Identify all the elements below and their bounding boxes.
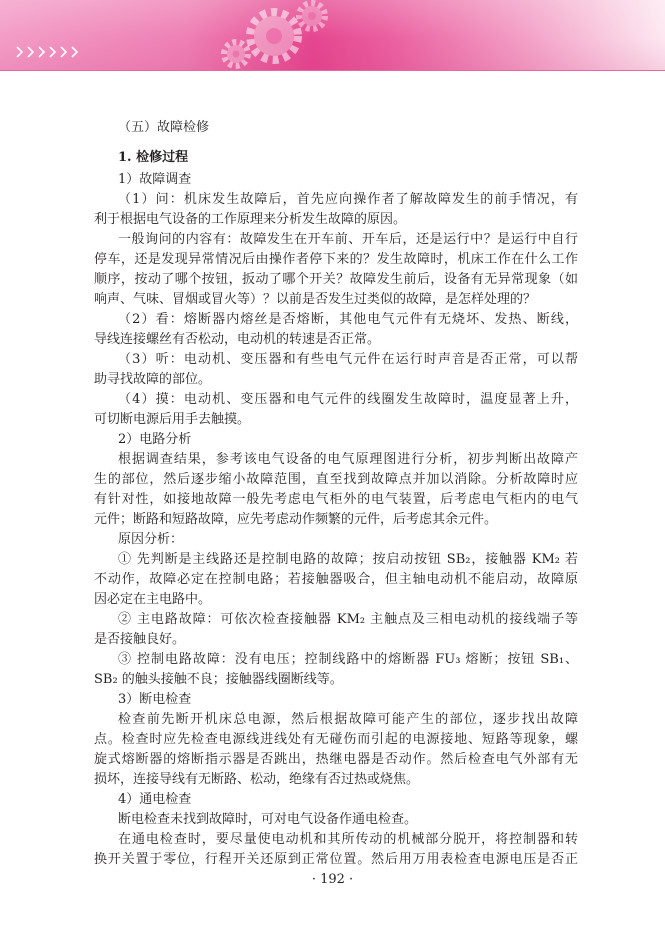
chevron-right-icon: [16, 45, 86, 59]
paragraph-line: 一般询问的内容有：故障发生在开车前、开车后，还是运行中？是运行中自行: [118, 232, 578, 247]
paragraph-line: ① 先判断是主线路还是控制电路的故障；按启动按钮 SB₂，接触器 KM₂ 若: [118, 552, 578, 567]
paragraph-line: （2）看：熔断器内熔丝是否熔断，其他电气元件有无烧坏、发热、断线，: [118, 312, 578, 327]
paragraph-line: ② 主电路故障：可依次检查接触器 KM₂ 主触点及三相电动机的接线端子等: [118, 612, 578, 627]
page-body: [94, 118, 578, 870]
paragraph-line: SB₂ 的触头接触不良；接触器线圈断线等。: [94, 672, 343, 687]
paragraph-line: 可切断电源后用手去触摸。: [94, 412, 251, 427]
paragraph-line: 换开关置于零位，行程开关还原到正常位置。然后用万用表检查电源电压是否正: [94, 852, 578, 867]
header-banner: [0, 0, 665, 71]
paragraph-line: 顺序，按动了哪个按钮，扳动了哪个开关？故障发生前后，设备有无异常现象（如: [94, 272, 578, 287]
paragraph-line: 点。检查时应先检查电源线进线处有无碰伤而引起的电源接地、短路等现象，螺: [94, 732, 578, 747]
paragraph-line: 停车，还是发现异常情况后由操作者停下来的？发生故障时，机床工作在什么工作: [94, 252, 578, 267]
paragraph-line: 是否接触良好。: [94, 632, 186, 647]
paragraph-line: 元件；断路和短路故障，应先考虑动作频繁的元件，后考虑其余元件。: [94, 512, 498, 527]
paragraph-line: （1）问：机床发生故障后，首先应向操作者了解故障发生的前手情况，有: [118, 192, 578, 207]
paragraph-line: 检查前先断开机床总电源，然后根据故障可能产生的部位，逐步找出故障: [118, 712, 578, 727]
paragraph-line: （4）摸：电动机、变压器和电气元件的线圈发生故障时，温度显著上升，: [118, 392, 578, 407]
subsection-heading: 1. 检修过程: [118, 150, 189, 165]
paragraph-line: 损坏，连接导线有无断路、松动，绝缘有否过热或烧焦。: [94, 772, 420, 787]
step-heading: 3）断电检查: [118, 692, 192, 707]
paragraph-line: 生的部位，然后逐步缩小故障范围，直至找到故障点并加以消除。分析故障时应: [94, 472, 578, 487]
paragraph-line: （3）听：电动机、变压器和有些电气元件在运行时声音是否正常，可以帮: [118, 352, 578, 367]
section-heading: （五）故障检修: [118, 120, 210, 135]
gear-icon: [212, 0, 336, 70]
paragraph-line: 在通电检查时，要尽量使电动机和其所传动的机械部分脱开，将控制器和转: [118, 832, 578, 847]
paragraph-line: ③ 控制电路故障：没有电压；控制线路中的熔断器 FU₃ 熔断；按钮 SB₁、: [118, 652, 578, 667]
paragraph-line: 根据调查结果，参考该电气设备的电气原理图进行分析，初步判断出故障产: [118, 452, 578, 467]
paragraph-line: 因必定在主电路中。: [94, 592, 212, 607]
step-heading: 1）故障调查: [118, 172, 192, 187]
paragraph-line: 导线连接螺丝有否松动，电动机的转速是否正常。: [94, 332, 381, 347]
paragraph-line: 利于根据电气设备的工作原理来分析发生故障的原因。: [94, 212, 407, 227]
paragraph-line: 原因分析：: [118, 532, 184, 547]
paragraph-line: 响声、气味、冒烟或冒火等）？以前是否发生过类似的故障，是怎样处理的？: [94, 292, 537, 307]
paragraph-line: 断电检查未找到故障时，可对电气设备作通电检查。: [118, 812, 418, 827]
paragraph-line: 助寻找故障的部位。: [94, 372, 212, 387]
step-heading: 2）电路分析: [118, 432, 192, 447]
paragraph-line: 旋式熔断器的熔断指示器是否跳出，热继电器是否动作。然后检查电气外部有无: [94, 752, 578, 767]
step-heading: 4）通电检查: [118, 792, 192, 807]
paragraph-line: 有针对性，如接地故障一般先考虑电气柜外的电气装置，后考虑电气柜内的电气: [94, 492, 578, 507]
page-number: · 192 ·: [311, 872, 354, 887]
paragraph-line: 不动作，故障必定在控制电路；若接触器吸合，但主轴电动机不能启动，故障原: [94, 572, 578, 587]
